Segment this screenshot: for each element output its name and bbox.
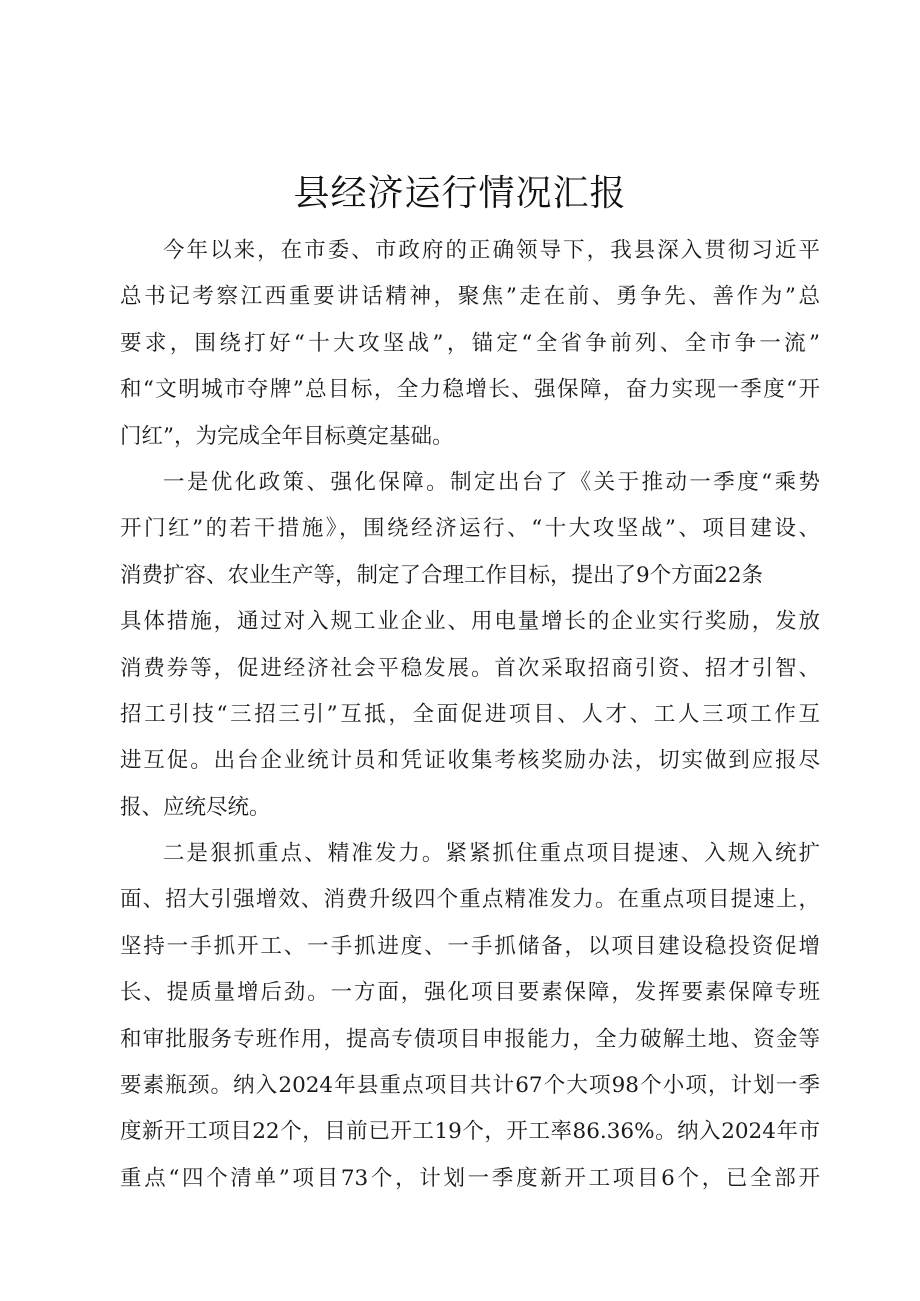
paragraph-1-line-4: 和“文明城市夺牌”总目标，全力稳增长、强保障，奋力实现一季度“开 (120, 377, 820, 403)
paragraph-2-line-8: 报、应统尽统。 (120, 794, 271, 820)
paragraph-1-line-3: 要求，围绕打好“十大攻坚战”，锚定“全省争前列、全市争一流” (120, 330, 820, 356)
document-title: 县经济运行情况汇报 (293, 173, 627, 214)
paragraph-3-line-6: 要素瓶颈。纳入2024年县重点项目共计67个大项98个小项，计划一季 (120, 1073, 820, 1099)
paragraph-1-line-5: 门红”，为完成全年目标奠定基础。 (120, 423, 454, 449)
paragraph-3-line-8: 重点“四个清单”项目73个，计划一季度新开工项目6个，已全部开 (120, 1165, 820, 1191)
paragraph-1-line-2: 总书记考察江西重要讲话精神，聚焦”走在前、勇争先、善作为”总 (120, 284, 820, 310)
paragraph-3-line-3: 坚持一手抓开工、一手抓进度、一手抓储备，以项目建设稳投资促增 (120, 933, 820, 959)
paragraph-2-line-1: 一是优化政策、强化保障。制定出台了《关于推动一季度“乘势 (163, 469, 820, 495)
paragraph-3-line-1: 二是狠抓重点、精准发力。紧紧抓住重点项目提速、入规入统扩 (163, 841, 820, 867)
paragraph-2-line-6: 招工引技“三招三引”互抵，全面促进项目、人才、工人三项工作互 (120, 701, 820, 727)
paragraph-2-line-3: 消费扩容、农业生产等，制定了合理工作目标，提出了9个方面22条 (120, 562, 764, 588)
paragraph-3-line-7: 度新开工项目22个，目前已开工19个，开工率86.36%。纳入2024年市 (120, 1119, 820, 1145)
paragraph-2-line-4: 具体措施，通过对入规工业企业、用电量增长的企业实行奖励，发放 (120, 609, 820, 635)
paragraph-2-line-7: 进互促。出台企业统计员和凭证收集考核奖励办法，切实做到应报尽 (120, 748, 820, 774)
paragraph-2-line-5: 消费券等，促进经济社会平稳发展。首次采取招商引资、招才引智、 (120, 655, 820, 681)
paragraph-1-line-1: 今年以来，在市委、市政府的正确领导下，我县深入贯彻习近平 (163, 238, 820, 263)
paragraph-2-line-2: 开门红”的若干措施》，围绕经济运行、“十大攻坚战”、项目建设、 (120, 516, 820, 542)
paragraph-3-line-5: 和审批服务专班作用，提高专债项目申报能力，全力破解土地、资金等 (120, 1026, 820, 1052)
paragraph-3-line-4: 长、提质量增后劲。一方面，强化项目要素保障，发挥要素保障专班 (120, 980, 820, 1006)
document-body (120, 228, 820, 1202)
paragraph-3-line-2: 面、招大引强增效、消费升级四个重点精准发力。在重点项目提速上， (120, 887, 820, 913)
